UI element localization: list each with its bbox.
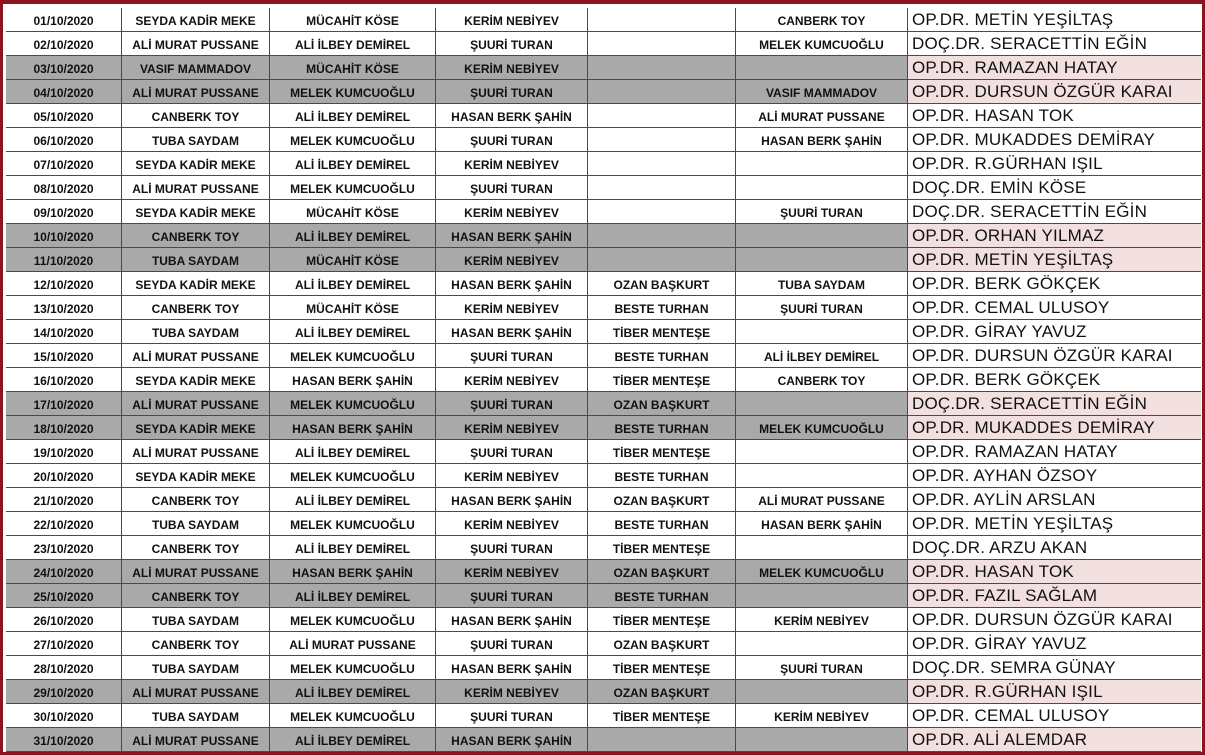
staff-cell-1: ALİ MURAT PUSSANE [122, 560, 270, 583]
doctor-cell: OP.DR. ALİ ALEMDAR [908, 728, 1201, 751]
date-cell: 27/10/2020 [6, 632, 122, 655]
staff-cell-2: HASAN BERK ŞAHİN [270, 416, 436, 439]
doctor-cell: OP.DR. R.GÜRHAN IŞIL [908, 680, 1201, 703]
staff-cell-4: OZAN BAŞKURT [588, 488, 736, 511]
table-row [6, 416, 1201, 440]
doctor-cell: OP.DR. MUKADDES DEMİRAY [908, 128, 1201, 151]
staff-cell-3: KERİM NEBİYEV [436, 464, 588, 487]
staff-cell-5 [736, 320, 908, 343]
doctor-cell: OP.DR. RAMAZAN HATAY [908, 56, 1201, 79]
staff-cell-5: ŞUURİ TURAN [736, 200, 908, 223]
table-row [6, 512, 1201, 536]
staff-cell-2: MÜCAHİT KÖSE [270, 200, 436, 223]
staff-cell-4 [588, 200, 736, 223]
table-row [6, 8, 1201, 32]
doctor-cell: OP.DR. CEMAL ULUSOY [908, 704, 1201, 727]
doctor-cell: DOÇ.DR. SERACETTİN EĞİN [908, 392, 1201, 415]
date-cell: 10/10/2020 [6, 224, 122, 247]
table-row [6, 200, 1201, 224]
staff-cell-2: MELEK KUMCUOĞLU [270, 608, 436, 631]
staff-cell-4 [588, 248, 736, 271]
staff-cell-2: MELEK KUMCUOĞLU [270, 512, 436, 535]
staff-cell-1: SEYDA KADİR MEKE [122, 416, 270, 439]
doctor-cell: OP.DR. AYLİN ARSLAN [908, 488, 1201, 511]
doctor-cell: OP.DR. METİN YEŞİLTAŞ [908, 8, 1201, 31]
staff-cell-5: MELEK KUMCUOĞLU [736, 560, 908, 583]
staff-cell-5: MELEK KUMCUOĞLU [736, 416, 908, 439]
staff-cell-1: SEYDA KADİR MEKE [122, 272, 270, 295]
staff-cell-2: ALİ İLBEY DEMİREL [270, 584, 436, 607]
staff-cell-4: BESTE TURHAN [588, 344, 736, 367]
staff-cell-3: KERİM NEBİYEV [436, 152, 588, 175]
staff-cell-3: HASAN BERK ŞAHİN [436, 224, 588, 247]
staff-cell-5: HASAN BERK ŞAHİN [736, 128, 908, 151]
staff-cell-1: ALİ MURAT PUSSANE [122, 176, 270, 199]
staff-cell-5: ALİ MURAT PUSSANE [736, 104, 908, 127]
staff-cell-2: MELEK KUMCUOĞLU [270, 128, 436, 151]
doctor-cell: OP.DR. CEMAL ULUSOY [908, 296, 1201, 319]
staff-cell-1: CANBERK TOY [122, 104, 270, 127]
staff-cell-4: TİBER MENTEŞE [588, 656, 736, 679]
staff-cell-2: ALİ MURAT PUSSANE [270, 632, 436, 655]
staff-cell-3: HASAN BERK ŞAHİN [436, 272, 588, 295]
staff-cell-4: BESTE TURHAN [588, 416, 736, 439]
doctor-cell: OP.DR. DURSUN ÖZGÜR KARAI [908, 344, 1201, 367]
staff-cell-4: TİBER MENTEŞE [588, 704, 736, 727]
staff-cell-5 [736, 224, 908, 247]
staff-cell-1: ALİ MURAT PUSSANE [122, 728, 270, 751]
table-row [6, 632, 1201, 656]
staff-cell-2: ALİ İLBEY DEMİREL [270, 488, 436, 511]
doctor-cell: OP.DR. METİN YEŞİLTAŞ [908, 512, 1201, 535]
staff-cell-3: ŞUURİ TURAN [436, 632, 588, 655]
date-cell: 14/10/2020 [6, 320, 122, 343]
staff-cell-5 [736, 584, 908, 607]
staff-cell-4 [588, 728, 736, 751]
staff-cell-4 [588, 176, 736, 199]
doctor-cell: DOÇ.DR. SERACETTİN EĞİN [908, 32, 1201, 55]
table-row [6, 224, 1201, 248]
staff-cell-2: HASAN BERK ŞAHİN [270, 368, 436, 391]
staff-cell-5: ŞUURİ TURAN [736, 296, 908, 319]
staff-cell-5: MELEK KUMCUOĞLU [736, 32, 908, 55]
staff-cell-2: ALİ İLBEY DEMİREL [270, 728, 436, 751]
staff-cell-3: ŞUURİ TURAN [436, 80, 588, 103]
date-cell: 25/10/2020 [6, 584, 122, 607]
staff-cell-1: TUBA SAYDAM [122, 704, 270, 727]
table-row [6, 32, 1201, 56]
staff-cell-1: TUBA SAYDAM [122, 128, 270, 151]
staff-cell-2: ALİ İLBEY DEMİREL [270, 32, 436, 55]
date-cell: 29/10/2020 [6, 680, 122, 703]
staff-cell-1: VASIF MAMMADOV [122, 56, 270, 79]
table-row [6, 464, 1201, 488]
staff-cell-1: TUBA SAYDAM [122, 656, 270, 679]
staff-cell-5: HASAN BERK ŞAHİN [736, 512, 908, 535]
date-cell: 16/10/2020 [6, 368, 122, 391]
staff-cell-5: CANBERK TOY [736, 368, 908, 391]
staff-cell-2: MELEK KUMCUOĞLU [270, 176, 436, 199]
table-row [6, 320, 1201, 344]
staff-cell-1: SEYDA KADİR MEKE [122, 200, 270, 223]
staff-cell-5 [736, 248, 908, 271]
date-cell: 23/10/2020 [6, 536, 122, 559]
staff-cell-1: TUBA SAYDAM [122, 512, 270, 535]
staff-cell-3: HASAN BERK ŞAHİN [436, 488, 588, 511]
staff-cell-1: TUBA SAYDAM [122, 608, 270, 631]
staff-cell-4 [588, 80, 736, 103]
date-cell: 20/10/2020 [6, 464, 122, 487]
table-row [6, 608, 1201, 632]
staff-cell-3: HASAN BERK ŞAHİN [436, 320, 588, 343]
staff-cell-2: MELEK KUMCUOĞLU [270, 656, 436, 679]
staff-cell-1: SEYDA KADİR MEKE [122, 464, 270, 487]
staff-cell-3: HASAN BERK ŞAHİN [436, 656, 588, 679]
staff-cell-3: KERİM NEBİYEV [436, 248, 588, 271]
table-row [6, 248, 1201, 272]
date-cell: 31/10/2020 [6, 728, 122, 751]
staff-cell-4 [588, 32, 736, 55]
staff-cell-2: MELEK KUMCUOĞLU [270, 344, 436, 367]
table-row [6, 440, 1201, 464]
staff-cell-4: TİBER MENTEŞE [588, 368, 736, 391]
table-row [6, 368, 1201, 392]
table-row [6, 392, 1201, 416]
table-row [6, 680, 1201, 704]
staff-cell-3: ŞUURİ TURAN [436, 536, 588, 559]
staff-cell-5 [736, 176, 908, 199]
date-cell: 15/10/2020 [6, 344, 122, 367]
staff-cell-3: HASAN BERK ŞAHİN [436, 104, 588, 127]
staff-cell-4: TİBER MENTEŞE [588, 320, 736, 343]
table-row [6, 152, 1201, 176]
doctor-cell: OP.DR. ORHAN YILMAZ [908, 224, 1201, 247]
staff-cell-3: ŞUURİ TURAN [436, 176, 588, 199]
date-cell: 05/10/2020 [6, 104, 122, 127]
staff-cell-4: OZAN BAŞKURT [588, 680, 736, 703]
doctor-cell: OP.DR. AYHAN ÖZSOY [908, 464, 1201, 487]
staff-cell-4: OZAN BAŞKURT [588, 392, 736, 415]
staff-cell-5 [736, 464, 908, 487]
staff-cell-5 [736, 392, 908, 415]
staff-cell-1: CANBERK TOY [122, 488, 270, 511]
staff-cell-5 [736, 440, 908, 463]
date-cell: 24/10/2020 [6, 560, 122, 583]
staff-cell-4: BESTE TURHAN [588, 296, 736, 319]
doctor-cell: DOÇ.DR. SERACETTİN EĞİN [908, 200, 1201, 223]
date-cell: 28/10/2020 [6, 656, 122, 679]
table-row [6, 344, 1201, 368]
doctor-cell: OP.DR. GİRAY YAVUZ [908, 632, 1201, 655]
staff-cell-2: MELEK KUMCUOĞLU [270, 464, 436, 487]
staff-cell-1: TUBA SAYDAM [122, 320, 270, 343]
staff-cell-5 [736, 680, 908, 703]
staff-cell-5 [736, 56, 908, 79]
staff-cell-1: ALİ MURAT PUSSANE [122, 80, 270, 103]
date-cell: 09/10/2020 [6, 200, 122, 223]
staff-cell-1: CANBERK TOY [122, 536, 270, 559]
staff-cell-4: BESTE TURHAN [588, 464, 736, 487]
staff-cell-5: KERİM NEBİYEV [736, 704, 908, 727]
doctor-cell: OP.DR. HASAN TOK [908, 560, 1201, 583]
staff-cell-2: ALİ İLBEY DEMİREL [270, 680, 436, 703]
staff-cell-3: KERİM NEBİYEV [436, 368, 588, 391]
staff-cell-2: MÜCAHİT KÖSE [270, 8, 436, 31]
date-cell: 03/10/2020 [6, 56, 122, 79]
table-row [6, 296, 1201, 320]
staff-cell-2: MELEK KUMCUOĞLU [270, 392, 436, 415]
staff-cell-1: SEYDA KADİR MEKE [122, 152, 270, 175]
staff-cell-2: MÜCAHİT KÖSE [270, 56, 436, 79]
table-row [6, 704, 1201, 728]
staff-cell-1: CANBERK TOY [122, 296, 270, 319]
staff-cell-5 [736, 536, 908, 559]
staff-cell-2: HASAN BERK ŞAHİN [270, 560, 436, 583]
staff-cell-1: SEYDA KADİR MEKE [122, 368, 270, 391]
table-row [6, 104, 1201, 128]
doctor-cell: DOÇ.DR. SEMRA GÜNAY [908, 656, 1201, 679]
table-row [6, 560, 1201, 584]
staff-cell-1: ALİ MURAT PUSSANE [122, 680, 270, 703]
staff-cell-3: KERİM NEBİYEV [436, 200, 588, 223]
table-row [6, 272, 1201, 296]
doctor-cell: OP.DR. FAZIL SAĞLAM [908, 584, 1201, 607]
staff-cell-2: MÜCAHİT KÖSE [270, 296, 436, 319]
date-cell: 13/10/2020 [6, 296, 122, 319]
table-row [6, 176, 1201, 200]
staff-cell-4: TİBER MENTEŞE [588, 608, 736, 631]
date-cell: 19/10/2020 [6, 440, 122, 463]
staff-cell-4 [588, 104, 736, 127]
date-cell: 01/10/2020 [6, 8, 122, 31]
staff-cell-2: ALİ İLBEY DEMİREL [270, 536, 436, 559]
staff-cell-3: KERİM NEBİYEV [436, 296, 588, 319]
table-row [6, 80, 1201, 104]
doctor-cell: OP.DR. METİN YEŞİLTAŞ [908, 248, 1201, 271]
staff-cell-1: TUBA SAYDAM [122, 248, 270, 271]
date-cell: 12/10/2020 [6, 272, 122, 295]
staff-cell-4: BESTE TURHAN [588, 512, 736, 535]
staff-cell-5: ALİ MURAT PUSSANE [736, 488, 908, 511]
staff-cell-2: ALİ İLBEY DEMİREL [270, 440, 436, 463]
date-cell: 22/10/2020 [6, 512, 122, 535]
doctor-cell: OP.DR. BERK GÖKÇEK [908, 272, 1201, 295]
staff-cell-3: KERİM NEBİYEV [436, 8, 588, 31]
duty-schedule-table [6, 8, 1201, 752]
table-row [6, 56, 1201, 80]
date-cell: 06/10/2020 [6, 128, 122, 151]
table-row [6, 128, 1201, 152]
date-cell: 11/10/2020 [6, 248, 122, 271]
staff-cell-4: OZAN BAŞKURT [588, 560, 736, 583]
staff-cell-5: ŞUURİ TURAN [736, 656, 908, 679]
staff-cell-3: ŞUURİ TURAN [436, 32, 588, 55]
doctor-cell: OP.DR. R.GÜRHAN IŞIL [908, 152, 1201, 175]
staff-cell-5 [736, 152, 908, 175]
staff-cell-5: TUBA SAYDAM [736, 272, 908, 295]
staff-cell-4 [588, 8, 736, 31]
staff-cell-3: KERİM NEBİYEV [436, 560, 588, 583]
staff-cell-1: CANBERK TOY [122, 584, 270, 607]
staff-cell-3: KERİM NEBİYEV [436, 416, 588, 439]
staff-cell-3: ŞUURİ TURAN [436, 344, 588, 367]
staff-cell-4 [588, 224, 736, 247]
staff-cell-4: OZAN BAŞKURT [588, 632, 736, 655]
date-cell: 02/10/2020 [6, 32, 122, 55]
doctor-cell: DOÇ.DR. EMİN KÖSE [908, 176, 1201, 199]
staff-cell-3: HASAN BERK ŞAHİN [436, 728, 588, 751]
staff-cell-3: ŞUURİ TURAN [436, 584, 588, 607]
staff-cell-5 [736, 632, 908, 655]
staff-cell-2: ALİ İLBEY DEMİREL [270, 152, 436, 175]
staff-cell-3: ŞUURİ TURAN [436, 128, 588, 151]
staff-cell-4: BESTE TURHAN [588, 584, 736, 607]
staff-cell-4: TİBER MENTEŞE [588, 440, 736, 463]
table-row [6, 584, 1201, 608]
staff-cell-2: MELEK KUMCUOĞLU [270, 80, 436, 103]
staff-cell-2: ALİ İLBEY DEMİREL [270, 272, 436, 295]
staff-cell-1: ALİ MURAT PUSSANE [122, 32, 270, 55]
staff-cell-1: ALİ MURAT PUSSANE [122, 440, 270, 463]
date-cell: 30/10/2020 [6, 704, 122, 727]
staff-cell-1: ALİ MURAT PUSSANE [122, 392, 270, 415]
staff-cell-3: ŞUURİ TURAN [436, 704, 588, 727]
table-row [6, 656, 1201, 680]
doctor-cell: OP.DR. MUKADDES DEMİRAY [908, 416, 1201, 439]
staff-cell-3: HASAN BERK ŞAHİN [436, 608, 588, 631]
staff-cell-4 [588, 56, 736, 79]
date-cell: 04/10/2020 [6, 80, 122, 103]
date-cell: 21/10/2020 [6, 488, 122, 511]
staff-cell-5: KERİM NEBİYEV [736, 608, 908, 631]
staff-cell-4: OZAN BAŞKURT [588, 272, 736, 295]
staff-cell-3: KERİM NEBİYEV [436, 680, 588, 703]
staff-cell-4: TİBER MENTEŞE [588, 536, 736, 559]
date-cell: 07/10/2020 [6, 152, 122, 175]
table-row [6, 488, 1201, 512]
doctor-cell: OP.DR. HASAN TOK [908, 104, 1201, 127]
staff-cell-2: MÜCAHİT KÖSE [270, 248, 436, 271]
doctor-cell: OP.DR. GİRAY YAVUZ [908, 320, 1201, 343]
staff-cell-3: KERİM NEBİYEV [436, 512, 588, 535]
staff-cell-2: ALİ İLBEY DEMİREL [270, 104, 436, 127]
date-cell: 08/10/2020 [6, 176, 122, 199]
doctor-cell: OP.DR. RAMAZAN HATAY [908, 440, 1201, 463]
staff-cell-2: ALİ İLBEY DEMİREL [270, 320, 436, 343]
staff-cell-1: CANBERK TOY [122, 632, 270, 655]
staff-cell-4 [588, 128, 736, 151]
staff-cell-5: ALİ İLBEY DEMİREL [736, 344, 908, 367]
date-cell: 18/10/2020 [6, 416, 122, 439]
staff-cell-4 [588, 152, 736, 175]
staff-cell-3: KERİM NEBİYEV [436, 56, 588, 79]
staff-cell-2: MELEK KUMCUOĞLU [270, 704, 436, 727]
doctor-cell: OP.DR. DURSUN ÖZGÜR KARAI [908, 80, 1201, 103]
date-cell: 17/10/2020 [6, 392, 122, 415]
staff-cell-5 [736, 728, 908, 751]
table-row [6, 728, 1201, 752]
doctor-cell: DOÇ.DR. ARZU AKAN [908, 536, 1201, 559]
staff-cell-5: VASIF MAMMADOV [736, 80, 908, 103]
staff-cell-3: ŞUURİ TURAN [436, 440, 588, 463]
staff-cell-3: ŞUURİ TURAN [436, 392, 588, 415]
table-row [6, 536, 1201, 560]
date-cell: 26/10/2020 [6, 608, 122, 631]
staff-cell-5: CANBERK TOY [736, 8, 908, 31]
staff-cell-2: ALİ İLBEY DEMİREL [270, 224, 436, 247]
staff-cell-1: SEYDA KADİR MEKE [122, 8, 270, 31]
doctor-cell: OP.DR. BERK GÖKÇEK [908, 368, 1201, 391]
staff-cell-1: ALİ MURAT PUSSANE [122, 344, 270, 367]
staff-cell-1: CANBERK TOY [122, 224, 270, 247]
doctor-cell: OP.DR. DURSUN ÖZGÜR KARAI [908, 608, 1201, 631]
